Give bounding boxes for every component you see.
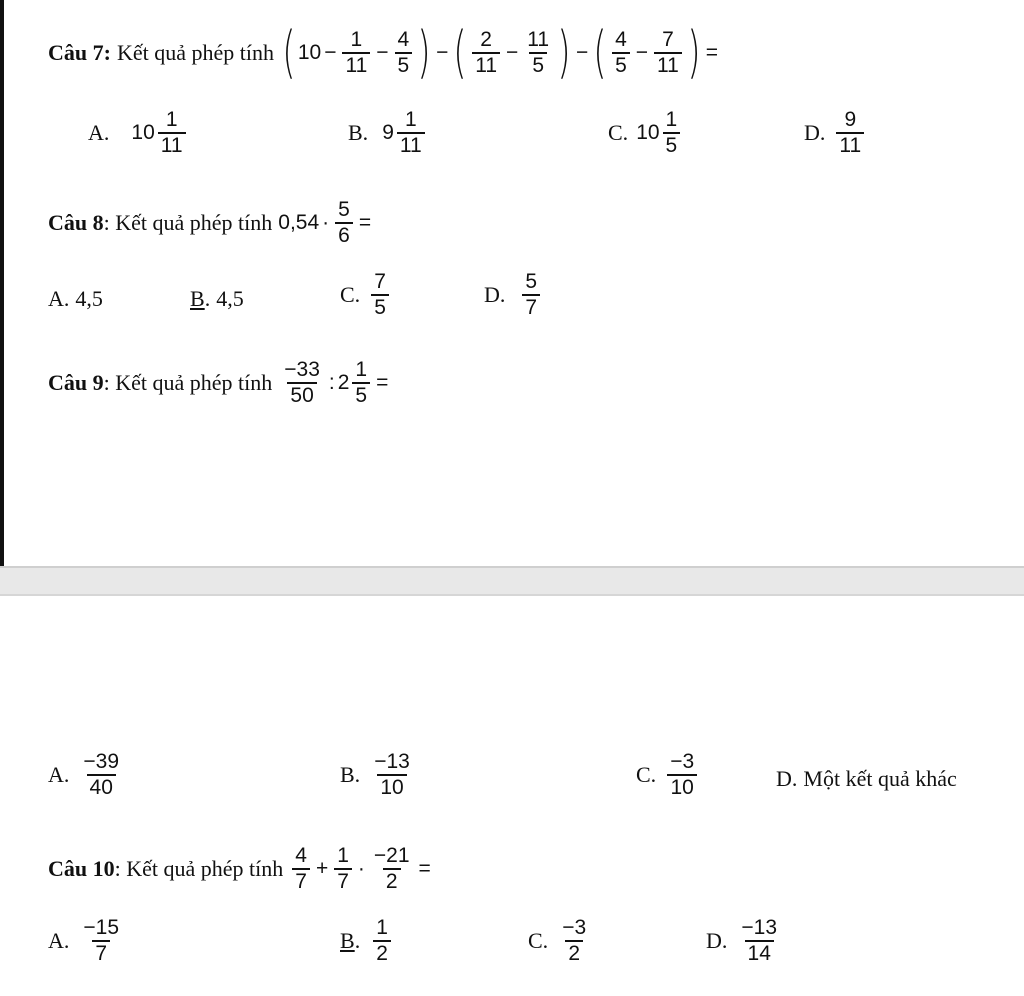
question-8-option-b[interactable]: [190, 286, 244, 312]
fraction: [524, 28, 552, 78]
question-8: [48, 190, 374, 256]
fraction: [559, 916, 589, 966]
denominator: 5: [395, 52, 413, 78]
fraction: [158, 108, 186, 158]
fraction: [395, 28, 413, 78]
document-page-2: [0, 596, 1024, 996]
minus-sign: −: [376, 41, 389, 64]
option-letter: C.: [636, 762, 657, 788]
question-7-text: Kết quả phép tính: [116, 40, 274, 65]
whole-number: 9: [382, 121, 394, 145]
fraction: [663, 108, 681, 158]
fraction: [373, 916, 391, 966]
question-9-expression: [278, 358, 391, 408]
fraction: [292, 844, 310, 894]
numerator: 1: [665, 108, 678, 131]
left-paren: (: [282, 20, 296, 85]
denominator: 7: [92, 940, 110, 966]
whole-number: 10: [131, 121, 155, 145]
left-paren: (: [593, 20, 607, 85]
fraction: [472, 28, 500, 78]
question-9-option-b[interactable]: [340, 750, 416, 800]
question-9-option-c[interactable]: [636, 750, 700, 800]
question-10: [48, 836, 434, 902]
numerator: 4: [397, 27, 410, 51]
minus-sign: −: [324, 41, 337, 64]
numerator: 1: [350, 27, 363, 51]
denominator: 7: [292, 868, 310, 894]
denominator: 11: [836, 132, 864, 158]
option-letter: D.: [776, 766, 798, 791]
multiply-dot: ·: [357, 857, 365, 880]
fraction: [342, 28, 370, 78]
denominator: 5: [352, 382, 370, 408]
option-letter: C.: [608, 120, 629, 146]
equals-sign: =: [418, 857, 431, 880]
fraction: [612, 28, 630, 78]
numerator: −33: [284, 357, 320, 381]
fraction: [371, 750, 413, 800]
right-paren: ): [417, 20, 431, 85]
option-letter: B.: [340, 762, 361, 788]
numerator: −3: [562, 916, 587, 939]
question-8-expression: [278, 198, 374, 248]
denominator: 2: [565, 940, 583, 966]
fraction: [738, 916, 780, 966]
denominator: 5: [529, 52, 547, 78]
denominator: 6: [335, 222, 353, 248]
denominator: 7: [334, 868, 352, 894]
option-letter: A.: [48, 928, 70, 954]
fraction: [334, 844, 352, 894]
denominator: 11: [654, 52, 682, 78]
option-dot: .: [354, 928, 361, 954]
numerator: 5: [338, 197, 350, 221]
denominator: 10: [667, 774, 696, 800]
whole-number: 10: [636, 121, 660, 145]
fraction: [654, 28, 682, 78]
option-letter: C.: [528, 928, 549, 954]
denominator: 2: [373, 940, 391, 966]
whole-number: 10: [297, 41, 322, 64]
fraction: [371, 270, 389, 320]
numerator: 4: [615, 27, 627, 51]
numerator: −3: [670, 750, 695, 773]
denominator: 5: [612, 52, 630, 78]
left-paren: (: [453, 20, 467, 85]
denominator: 11: [397, 132, 425, 158]
decimal-number: 0,54: [278, 211, 320, 234]
denominator: 11: [342, 52, 370, 78]
page-left-border: [0, 0, 4, 566]
option-letter: A.: [88, 120, 110, 146]
question-8-option-c[interactable]: [340, 270, 392, 320]
denominator: 11: [472, 52, 500, 78]
option-letter: B: [190, 286, 205, 311]
numerator: 5: [525, 270, 538, 293]
page-separator: [0, 566, 1024, 596]
numerator: 1: [376, 916, 388, 939]
numerator: 9: [844, 108, 857, 131]
denominator: 11: [158, 132, 186, 158]
numerator: 2: [480, 27, 492, 51]
option-dot: .: [204, 286, 211, 311]
fraction: [397, 108, 425, 158]
question-10-expression: [289, 844, 434, 894]
question-9-option-a[interactable]: [48, 750, 125, 800]
right-paren: ): [687, 20, 701, 85]
multiply-dot: ·: [322, 211, 330, 234]
question-10-text: : Kết quả phép tính: [114, 856, 284, 881]
option-letter: D.: [804, 120, 826, 146]
numerator: 11: [527, 27, 550, 51]
denominator: 2: [383, 868, 401, 894]
question-7-label: Câu 7:: [48, 40, 111, 65]
minus-sign: −: [575, 41, 589, 64]
denominator: 5: [663, 132, 681, 158]
denominator: 40: [87, 774, 116, 800]
question-7-option-d[interactable]: [804, 108, 867, 158]
question-9-text: : Kết quả phép tính: [103, 370, 273, 395]
question-8-text: : Kết quả phép tính: [103, 210, 273, 235]
question-7: [48, 20, 721, 86]
divide-colon: :: [328, 371, 335, 394]
equals-sign: =: [376, 371, 389, 394]
option-letter: B: [340, 928, 355, 954]
option-value: 4,5: [216, 286, 244, 311]
question-7-option-c[interactable]: [608, 108, 683, 158]
denominator: 50: [287, 382, 316, 408]
minus-sign: −: [635, 41, 649, 64]
denominator: 5: [371, 294, 389, 320]
question-8-option-d[interactable]: [484, 270, 543, 320]
numerator: 7: [374, 270, 386, 293]
numerator: −15: [83, 916, 120, 939]
option-value: Một kết quả khác: [803, 766, 957, 791]
minus-sign: −: [436, 41, 449, 64]
option-letter: D.: [706, 928, 728, 954]
question-10-label: Câu 10: [48, 856, 115, 881]
question-8-label: Câu 8: [48, 210, 104, 235]
option-value: 4,5: [75, 286, 103, 311]
numerator: −39: [83, 750, 120, 773]
fraction: [836, 108, 864, 158]
fraction: [667, 750, 697, 800]
numerator: −13: [374, 750, 410, 773]
fraction: [80, 750, 122, 800]
question-7-expression: [280, 20, 721, 85]
numerator: −21: [373, 843, 410, 867]
numerator: 1: [355, 357, 368, 381]
option-letter: A.: [48, 286, 70, 311]
numerator: 4: [295, 843, 307, 867]
option-letter: A.: [48, 762, 70, 788]
numerator: −13: [741, 916, 778, 939]
whole-number: 2: [337, 371, 350, 394]
minus-sign: −: [506, 41, 519, 64]
denominator: 7: [522, 294, 540, 320]
question-10-option-d[interactable]: [706, 916, 783, 966]
question-10-option-c[interactable]: [528, 916, 592, 966]
right-paren: ): [557, 20, 571, 85]
question-9-option-d[interactable]: [776, 766, 957, 792]
option-letter: D.: [484, 282, 506, 308]
option-letter: B.: [348, 120, 369, 146]
plus-sign: +: [315, 857, 329, 880]
numerator: 7: [662, 27, 674, 51]
equals-sign: =: [705, 41, 718, 64]
question-8-option-a[interactable]: [48, 286, 103, 312]
question-7-option-b[interactable]: [348, 108, 428, 158]
option-letter: C.: [340, 282, 361, 308]
question-9-label: Câu 9: [48, 370, 104, 395]
question-9: [48, 350, 391, 416]
denominator: 14: [745, 940, 774, 966]
numerator: 1: [165, 108, 178, 131]
fraction: [522, 270, 540, 320]
fraction: [352, 358, 370, 408]
denominator: 10: [377, 774, 406, 800]
numerator: 1: [337, 843, 349, 867]
fraction: [371, 844, 413, 894]
equals-sign: =: [358, 211, 372, 234]
question-7-option-a[interactable]: [88, 108, 189, 158]
fraction: [281, 358, 323, 408]
fraction: [335, 198, 353, 248]
fraction: [80, 916, 122, 966]
question-10-option-a[interactable]: [48, 916, 125, 966]
numerator: 1: [404, 108, 417, 131]
question-10-option-b[interactable]: [340, 916, 394, 966]
